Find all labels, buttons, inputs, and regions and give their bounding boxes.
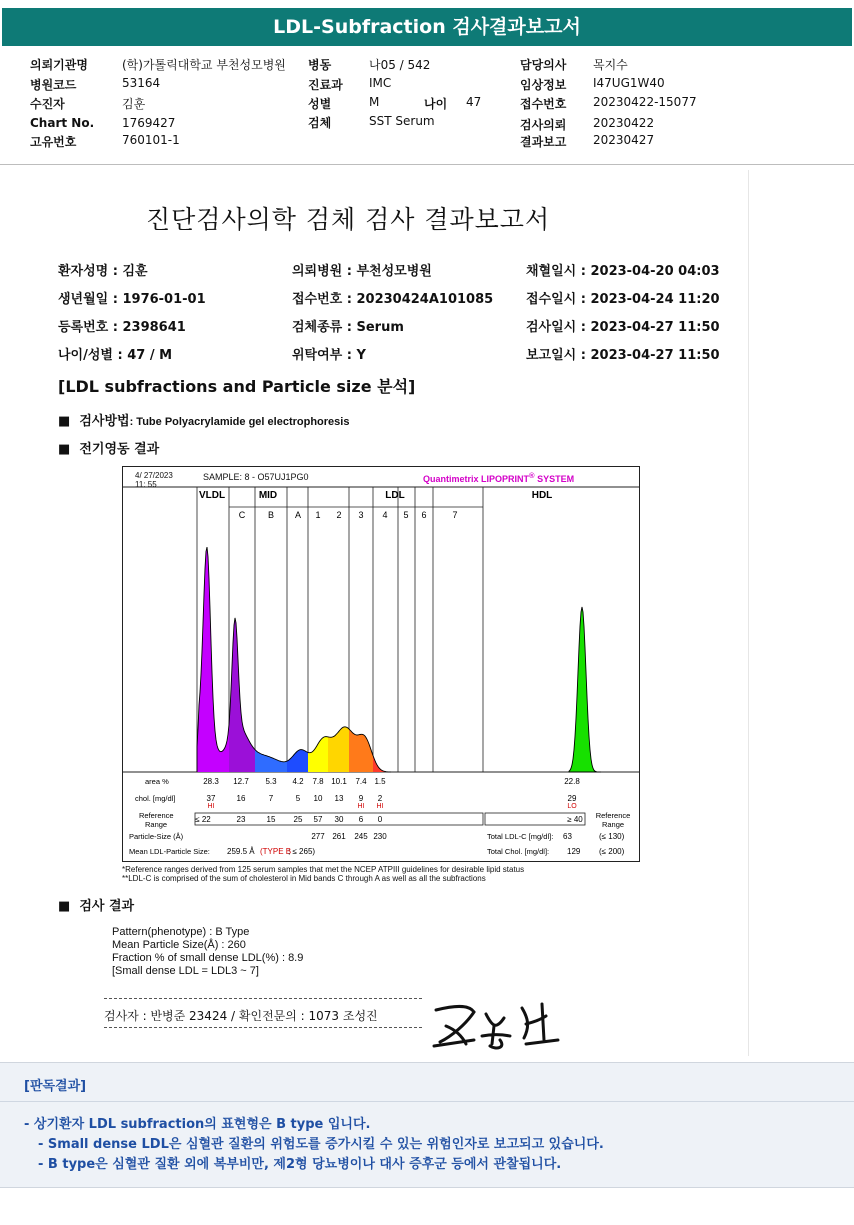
- collection-datetime: 채혈일시 : 2023-04-20 04:03: [526, 264, 720, 279]
- value-doctor: 목지수: [593, 58, 628, 72]
- label-specimen: 검체: [308, 116, 332, 130]
- peak-1: [308, 737, 328, 772]
- ref-value-HDL: ≥ 40: [567, 815, 583, 824]
- interpretation-line-2: - Small dense LDL은 심혈관 질환의 위험도를 증가시킬 수 있는 위험인자로 보고되고 있습니다.: [38, 1137, 604, 1152]
- bullet-square-icon: ■: [58, 899, 80, 914]
- lipoprint-chart: [122, 466, 640, 862]
- value-receipt-no: 20230422-15077: [593, 95, 697, 109]
- chol-value-2: 13: [334, 794, 344, 803]
- total-chol-value: 129: [567, 847, 581, 856]
- value-age: 47: [466, 95, 482, 109]
- value-patient: 김훈: [122, 97, 146, 111]
- label-receipt-no: 접수번호: [520, 97, 567, 111]
- electro-label: 전기영동 결과: [79, 442, 160, 457]
- test-datetime: 검사일시 : 2023-04-27 11:50: [526, 320, 720, 335]
- psize-value-2: 261: [332, 832, 346, 841]
- peak-3: [349, 729, 373, 772]
- value-request-date: 20230422: [593, 116, 655, 130]
- mean-size-value: 259.5 Å: [227, 847, 255, 856]
- patient-name: 환자성명 : 김훈: [58, 264, 148, 279]
- row-label-chol: chol. [mg/dl]: [135, 794, 176, 803]
- interpretation-divider: [0, 1101, 854, 1102]
- region-label-vldl: VLDL: [198, 490, 226, 501]
- region-label-mid: MID: [258, 490, 278, 501]
- specimen-type: 검체종류 : Serum: [292, 320, 404, 335]
- value-specimen: SST Serum: [369, 114, 435, 128]
- band-label-5: 5: [403, 510, 409, 520]
- report-title-bar: LDL-Subfraction 검사결과보고서: [2, 8, 852, 46]
- ref-value-1: 57: [313, 815, 323, 824]
- peak-a: [287, 750, 308, 772]
- flag-HDL: LO: [567, 803, 577, 810]
- area-value-B: 5.3: [265, 777, 277, 786]
- label-report-date: 결과보고: [520, 135, 567, 149]
- chol-value-4: 2: [377, 794, 383, 803]
- result-fraction: Fraction % of small dense LDL(%) : 8.9: [112, 952, 304, 964]
- type-b-label: (TYPE B: [260, 847, 292, 856]
- band-label-C: C: [238, 510, 246, 520]
- chol-value-HDL: 29: [567, 794, 577, 803]
- value-sex: M: [369, 95, 380, 109]
- band-label-B: B: [267, 510, 275, 520]
- ref-value-3: 6: [358, 815, 364, 824]
- peak-4: [373, 756, 391, 773]
- total-ldl-label: Total LDL-C [mg/dl]:: [487, 832, 554, 841]
- chart-plot: [123, 467, 639, 861]
- report-datetime: 보고일시 : 2023-04-27 11:50: [526, 348, 720, 363]
- results-block: [112, 926, 303, 978]
- chol-value-A: 5: [295, 794, 301, 803]
- region-label-hdl: HDL: [531, 490, 553, 501]
- result-label: 검사 결과: [79, 899, 135, 914]
- band-label-6: 6: [421, 510, 427, 520]
- value-clinic: (학)가톨릭대학교 부천성모병원: [122, 58, 286, 72]
- label-sex: 성별: [308, 97, 332, 111]
- accession-no: 접수번호 : 20230424A101085: [292, 292, 494, 307]
- report-heading: 진단검사의학 검체 검사 결과보고서: [146, 205, 551, 234]
- flag-3: HI: [357, 803, 365, 810]
- row-label-psize: Particle-Size (Å): [129, 832, 184, 841]
- value-dept: IMC: [369, 76, 392, 90]
- footnote-2: **LDL-C is comprised of the sum of cholesterol in Mid bands C through A as well as all the subfractions: [122, 874, 486, 883]
- ref-value-B: 15: [266, 815, 276, 824]
- area-value-A: 4.2: [292, 777, 304, 786]
- type-b-tail: ; ≤ 265): [288, 847, 316, 856]
- electro-line: [58, 438, 159, 457]
- label-clinical-info: 임상정보: [520, 78, 567, 92]
- birth-date: 생년월일 : 1976-01-01: [58, 292, 206, 307]
- bullet-square-icon: ■: [58, 414, 80, 429]
- receipt-datetime: 접수일시 : 2023-04-24 11:20: [526, 292, 720, 307]
- label-chart-no: Chart No.: [30, 116, 95, 130]
- peak-hdl: [569, 607, 601, 772]
- value-hospital-code: 53164: [122, 76, 161, 90]
- label-doctor: 담당의사: [520, 58, 567, 72]
- header-info: [0, 54, 854, 154]
- flag-4: HI: [376, 803, 384, 810]
- section-title: [LDL subfractions and Particle size 분석]: [58, 377, 416, 396]
- label-hospital-code: 병원코드: [30, 78, 77, 92]
- value-chart-no: 1769427: [122, 116, 176, 130]
- total-chol-ref: (≤ 200): [599, 847, 625, 856]
- band-label-2: 2: [336, 510, 342, 520]
- row-label-ref2: Range: [145, 820, 168, 829]
- registration-no: 등록번호 : 2398641: [58, 320, 186, 335]
- interpretation-line-3: - B type은 심혈관 질환 외에 복부비만, 제2형 당뇨병이나 대사 증후군 등에서 관찰됩니다.: [38, 1157, 562, 1172]
- header-divider: [0, 164, 854, 165]
- total-ldl-value: 63: [563, 832, 572, 841]
- label-clinic: 의뢰기관명: [30, 58, 88, 72]
- band-label-4: 4: [382, 510, 388, 520]
- ref-value-VLDL: ≤ 22: [195, 815, 211, 824]
- area-value-2: 10.1: [331, 777, 347, 786]
- band-label-3: 3: [358, 510, 364, 520]
- value-clinical-info: I47UG1W40: [593, 76, 665, 90]
- ref-right-2: Range: [601, 820, 625, 829]
- area-value-HDL: 22.8: [564, 777, 580, 786]
- interpretation-label: [판독결과]: [24, 1079, 87, 1094]
- value-ward: 나05 / 542: [369, 58, 431, 72]
- area-value-4: 1.5: [374, 777, 386, 786]
- method-value: : Tube Polyacrylamide gel electrophoresis: [129, 416, 350, 428]
- handwritten-signature: [430, 996, 570, 1052]
- interpretation-line-1: - 상기환자 LDL subfraction의 표현형은 B type 입니다.: [24, 1117, 371, 1132]
- chart-sample: SAMPLE: 8 - O57UJ1PG0: [203, 472, 309, 482]
- chol-value-C: 16: [236, 794, 246, 803]
- ref-hospital: 의뢰병원 : 부천성모병원: [292, 264, 432, 279]
- chol-value-1: 10: [313, 794, 323, 803]
- chol-value-3: 9: [358, 794, 364, 803]
- label-age: 나이: [424, 97, 448, 111]
- ref-value-A: 25: [293, 815, 303, 824]
- signature-line-bottom: [104, 1027, 422, 1028]
- band-label-7: 7: [452, 510, 458, 520]
- value-unique-no: 760101-1: [122, 133, 180, 147]
- footnote-1: *Reference ranges derived from 125 serum samples that met the NCEP ATPIII guidelines for desirable lipid status: [122, 865, 525, 874]
- psize-value-4: 230: [373, 832, 387, 841]
- chol-value-VLDL: 37: [206, 794, 216, 803]
- psize-value-3: 245: [354, 832, 368, 841]
- row-label-mean: Mean LDL-Particle Size:: [129, 847, 210, 856]
- result-pattern: Pattern(phenotype) : B Type: [112, 926, 250, 938]
- bullet-square-icon: ■: [58, 442, 80, 457]
- result-line: [58, 895, 134, 914]
- label-unique-no: 고유번호: [30, 135, 77, 149]
- area-value-C: 12.7: [233, 777, 249, 786]
- row-label-area: area %: [145, 777, 169, 786]
- psize-value-1: 277: [311, 832, 325, 841]
- ref-right-1: Reference: [595, 811, 631, 820]
- flag-VLDL: HI: [207, 803, 215, 810]
- age-sex: 나이/성별 : 47 / M: [58, 348, 173, 363]
- ref-value-C: 23: [236, 815, 246, 824]
- label-ward: 병동: [308, 58, 332, 72]
- brand-reg: ®: [529, 471, 535, 480]
- chart-date: 4/ 27/2023: [135, 471, 173, 480]
- chart-time: 11: 55: [135, 480, 157, 489]
- area-value-1: 7.8: [312, 777, 324, 786]
- result-small-dense: [Small dense LDL = LDL3 ~ 7]: [112, 965, 259, 977]
- value-report-date: 20230427: [593, 133, 655, 147]
- signature-text: 검사자 : 반병준 23424 / 확인전문의 : 1073 조성진: [104, 1009, 378, 1023]
- outsourced: 위탁여부 : Y: [292, 348, 366, 363]
- brand-name: Quantimetrix LIPOPRINT: [423, 474, 530, 484]
- area-value-VLDL: 28.3: [203, 777, 219, 786]
- peak-2: [328, 727, 349, 772]
- ref-value-4: 0: [377, 815, 383, 824]
- row-label-ref1: Reference: [139, 811, 174, 820]
- label-patient: 수진자: [30, 97, 65, 111]
- result-mean-size: Mean Particle Size(Å) : 260: [112, 939, 246, 951]
- label-request-date: 검사의뢰: [520, 118, 567, 132]
- method-label: 검사방법: [79, 414, 130, 429]
- area-value-3: 7.4: [355, 777, 367, 786]
- label-dept: 진료과: [308, 78, 343, 92]
- chol-value-B: 7: [268, 794, 274, 803]
- band-label-1: 1: [315, 510, 321, 520]
- ref-value-2: 30: [334, 815, 344, 824]
- method-line: [58, 410, 349, 429]
- total-ldl-ref: (≤ 130): [599, 832, 625, 841]
- region-label-ldl: LDL: [385, 490, 405, 501]
- brand-tail: SYSTEM: [537, 474, 575, 484]
- signature-line-top: [104, 998, 422, 999]
- band-label-A: A: [294, 510, 302, 520]
- total-chol-label: Total Chol. [mg/dl]:: [487, 847, 550, 856]
